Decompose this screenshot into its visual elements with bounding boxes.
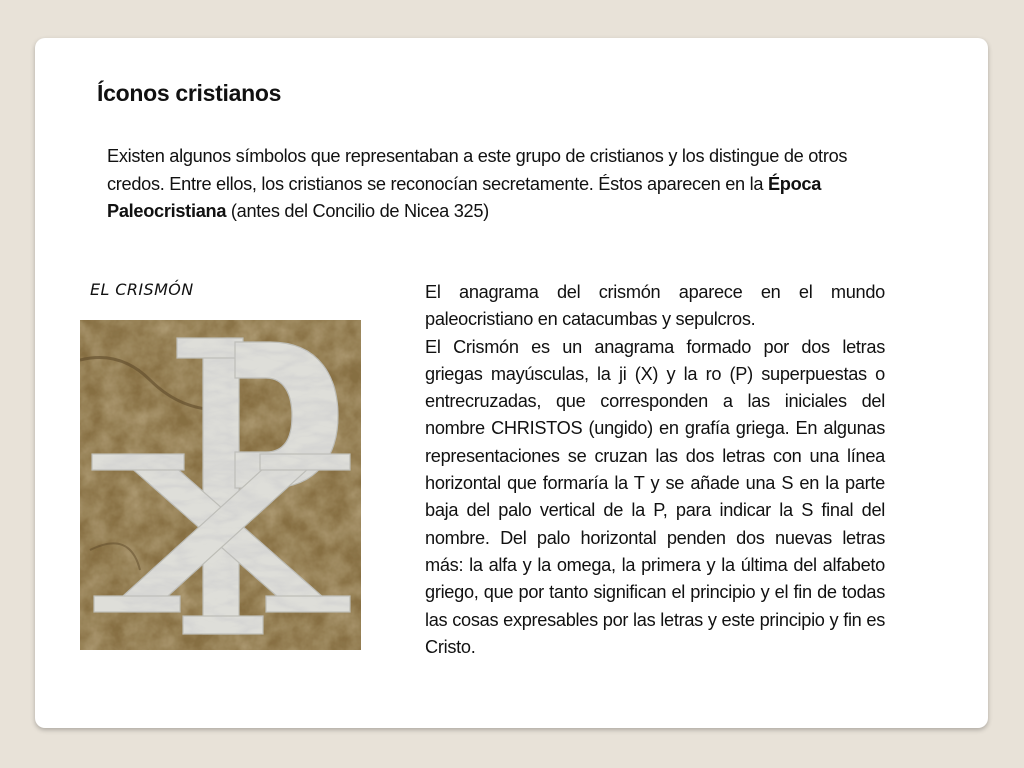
chi-rho-image	[80, 320, 361, 650]
slide	[35, 38, 988, 728]
intro-text-2: (antes del Concilio de Nicea 325)	[226, 201, 489, 221]
description-paragraph-2: El Crismón es un anagrama formado por dos letras griegas mayúsculas, la ji (X) y la ro (P) superpuestas o entrecruzadas, que corresponden a las iniciales del nombre CHRISTOS (ungido) en grafía griega. En algunas representaciones se cruzan las dos letras con una línea horizontal que formaría la T y se añade una S en la parte baja del palo vertical de la P, para indicar la S final del nombre. Del palo horizontal penden dos nuevas letras más: la alfa y la omega, la primera y la última del alfabeto griego, que por tanto significan el principio y el fin de todas las cosas expresables por las letras y este principio y fin es Cristo.	[425, 336, 885, 657]
intro-text-1: Existen algunos símbolos que representaban a este grupo de cristianos y los distingue de otros credos. Entre ellos, los cristianos se reconocían secretamente. Éstos aparecen en la	[107, 146, 848, 194]
chi-rho-marble-icon	[80, 320, 361, 650]
intro-paragraph	[107, 143, 907, 226]
slide-title: Íconos cristianos	[97, 80, 282, 106]
image-caption: EL CRISMÓN	[90, 280, 194, 299]
intro-bold-term: Época Paleocristiana	[107, 173, 822, 221]
description-text	[425, 279, 885, 661]
description-paragraph-1: El anagrama del crismón aparece en el mundo paleocristiano en catacumbas y sepulcros.	[425, 282, 885, 330]
